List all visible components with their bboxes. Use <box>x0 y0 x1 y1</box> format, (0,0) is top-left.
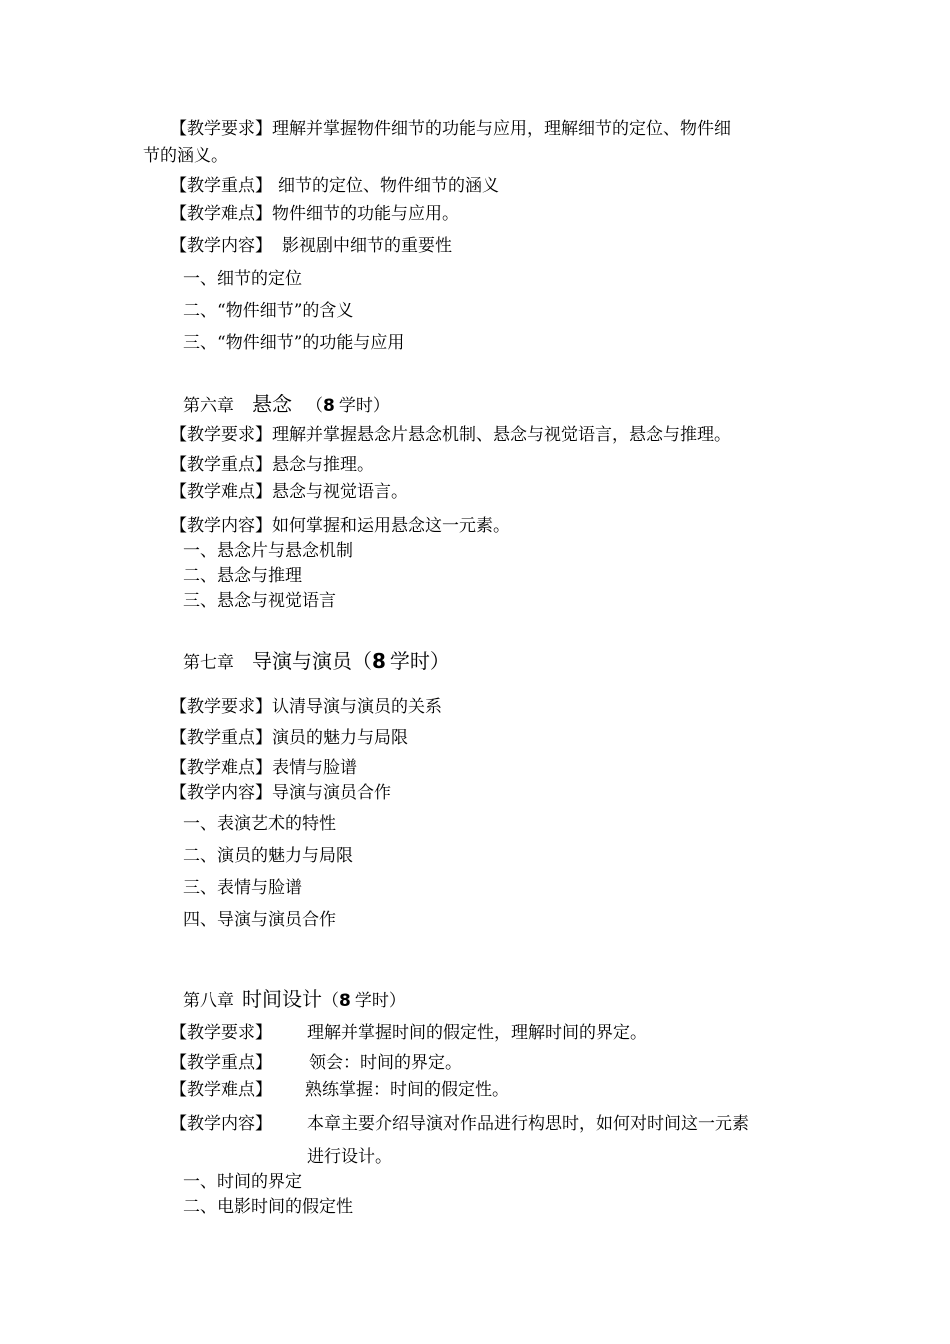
sec5-requirement-continuation: 节的涵义。 <box>143 146 228 166</box>
chapter8-difficulty-line <box>170 1080 509 1100</box>
chapter6-content: 【教学内容】如何掌握和运用悬念这一元素。 <box>170 516 510 536</box>
chapter6-item: 二、悬念与推理 <box>183 566 302 586</box>
chapter8-key-line <box>170 1053 462 1073</box>
chapter7-key: 【教学重点】演员的魅力与局限 <box>170 728 408 748</box>
chapter8-content-continuation: 进行设计。 <box>307 1147 392 1167</box>
chapter7-hours-number: 8 <box>372 649 386 673</box>
chapter6-requirement: 【教学要求】理解并掌握悬念片悬念机制、悬念与视觉语言，悬念与推理。 <box>170 425 731 445</box>
chapter8-item: 二、电影时间的假定性 <box>183 1197 353 1217</box>
chapter8-hours-number: 8 <box>339 991 351 1011</box>
chapter7-difficulty: 【教学难点】表情与脸谱 <box>170 758 357 778</box>
sec5-key-text: 细节的定位、物件细节的涵义 <box>278 176 499 196</box>
chapter6-hours-open: （ <box>306 396 323 416</box>
chapter7-heading <box>183 651 450 673</box>
sec5-difficulty-label: 【教学难点】 <box>170 204 272 224</box>
sec5-requirement-label: 【教学要求】 <box>170 119 272 139</box>
chapter6-item: 一、悬念片与悬念机制 <box>183 541 353 561</box>
sec5-difficulty-line <box>170 204 459 224</box>
chapter6-title: 悬念 <box>252 392 292 416</box>
chapter6-heading <box>183 394 390 416</box>
chapter6-difficulty: 【教学难点】悬念与视觉语言。 <box>170 482 408 502</box>
chapter8-heading <box>183 989 406 1011</box>
sec5-difficulty-text: 物件细节的功能与应用。 <box>272 204 459 224</box>
chapter8-key-label: 【教学重点】 <box>170 1053 272 1073</box>
chapter8-content-label: 【教学内容】 <box>170 1114 272 1134</box>
sec5-content-text: 影视剧中细节的重要性 <box>282 236 452 256</box>
chapter8-item: 一、时间的界定 <box>183 1172 302 1192</box>
chapter8-difficulty-label: 【教学难点】 <box>170 1080 272 1100</box>
chapter6-item: 三、悬念与视觉语言 <box>183 591 336 611</box>
chapter8-prefix: 第八章 <box>183 991 234 1011</box>
chapter7-item: 四、导演与演员合作 <box>183 910 336 930</box>
chapter8-requirement-text: 理解并掌握时间的假定性，理解时间的界定。 <box>307 1023 647 1043</box>
sec5-requirement-line <box>170 119 731 139</box>
chapter8-key-text: 领会：时间的界定。 <box>309 1053 462 1073</box>
chapter7-content: 【教学内容】导演与演员合作 <box>170 783 391 803</box>
chapter8-hours-unit: 学时） <box>354 991 406 1011</box>
chapter8-requirement-label: 【教学要求】 <box>170 1023 272 1043</box>
sec5-item: 二、“物件细节”的含义 <box>183 301 354 321</box>
chapter7-requirement: 【教学要求】认清导演与演员的关系 <box>170 697 442 717</box>
chapter7-item: 一、表演艺术的特性 <box>183 814 336 834</box>
chapter8-content-line <box>170 1114 749 1134</box>
sec5-key-line <box>170 176 499 196</box>
sec5-item: 三、“物件细节”的功能与应用 <box>183 333 405 353</box>
chapter7-title: 导演与演员（ <box>252 649 372 673</box>
chapter7-item: 二、演员的魅力与局限 <box>183 846 353 866</box>
chapter8-title: 时间设计 <box>242 987 322 1011</box>
chapter7-item: 三、表情与脸谱 <box>183 878 302 898</box>
sec5-item: 一、细节的定位 <box>183 269 302 289</box>
chapter7-hours-unit: 学时） <box>389 649 450 673</box>
chapter6-hours-unit: 学时） <box>338 396 390 416</box>
sec5-content-label: 【教学内容】 <box>170 236 272 256</box>
chapter8-difficulty-text: 熟练掌握：时间的假定性。 <box>305 1080 509 1100</box>
chapter6-key: 【教学重点】悬念与推理。 <box>170 455 374 475</box>
chapter8-requirement-line <box>170 1023 647 1043</box>
sec5-requirement-text: 理解并掌握物件细节的功能与应用，理解细节的定位、物件细 <box>272 119 731 139</box>
chapter6-prefix: 第六章 <box>183 396 234 416</box>
chapter6-hours-number: 8 <box>323 396 335 416</box>
chapter8-hours-open: （ <box>322 991 339 1011</box>
chapter8-content-text: 本章主要介绍导演对作品进行构思时，如何对时间这一元素 <box>307 1114 749 1134</box>
chapter7-prefix: 第七章 <box>183 653 234 673</box>
sec5-key-label: 【教学重点】 <box>170 176 272 196</box>
sec5-content-line <box>170 236 452 256</box>
